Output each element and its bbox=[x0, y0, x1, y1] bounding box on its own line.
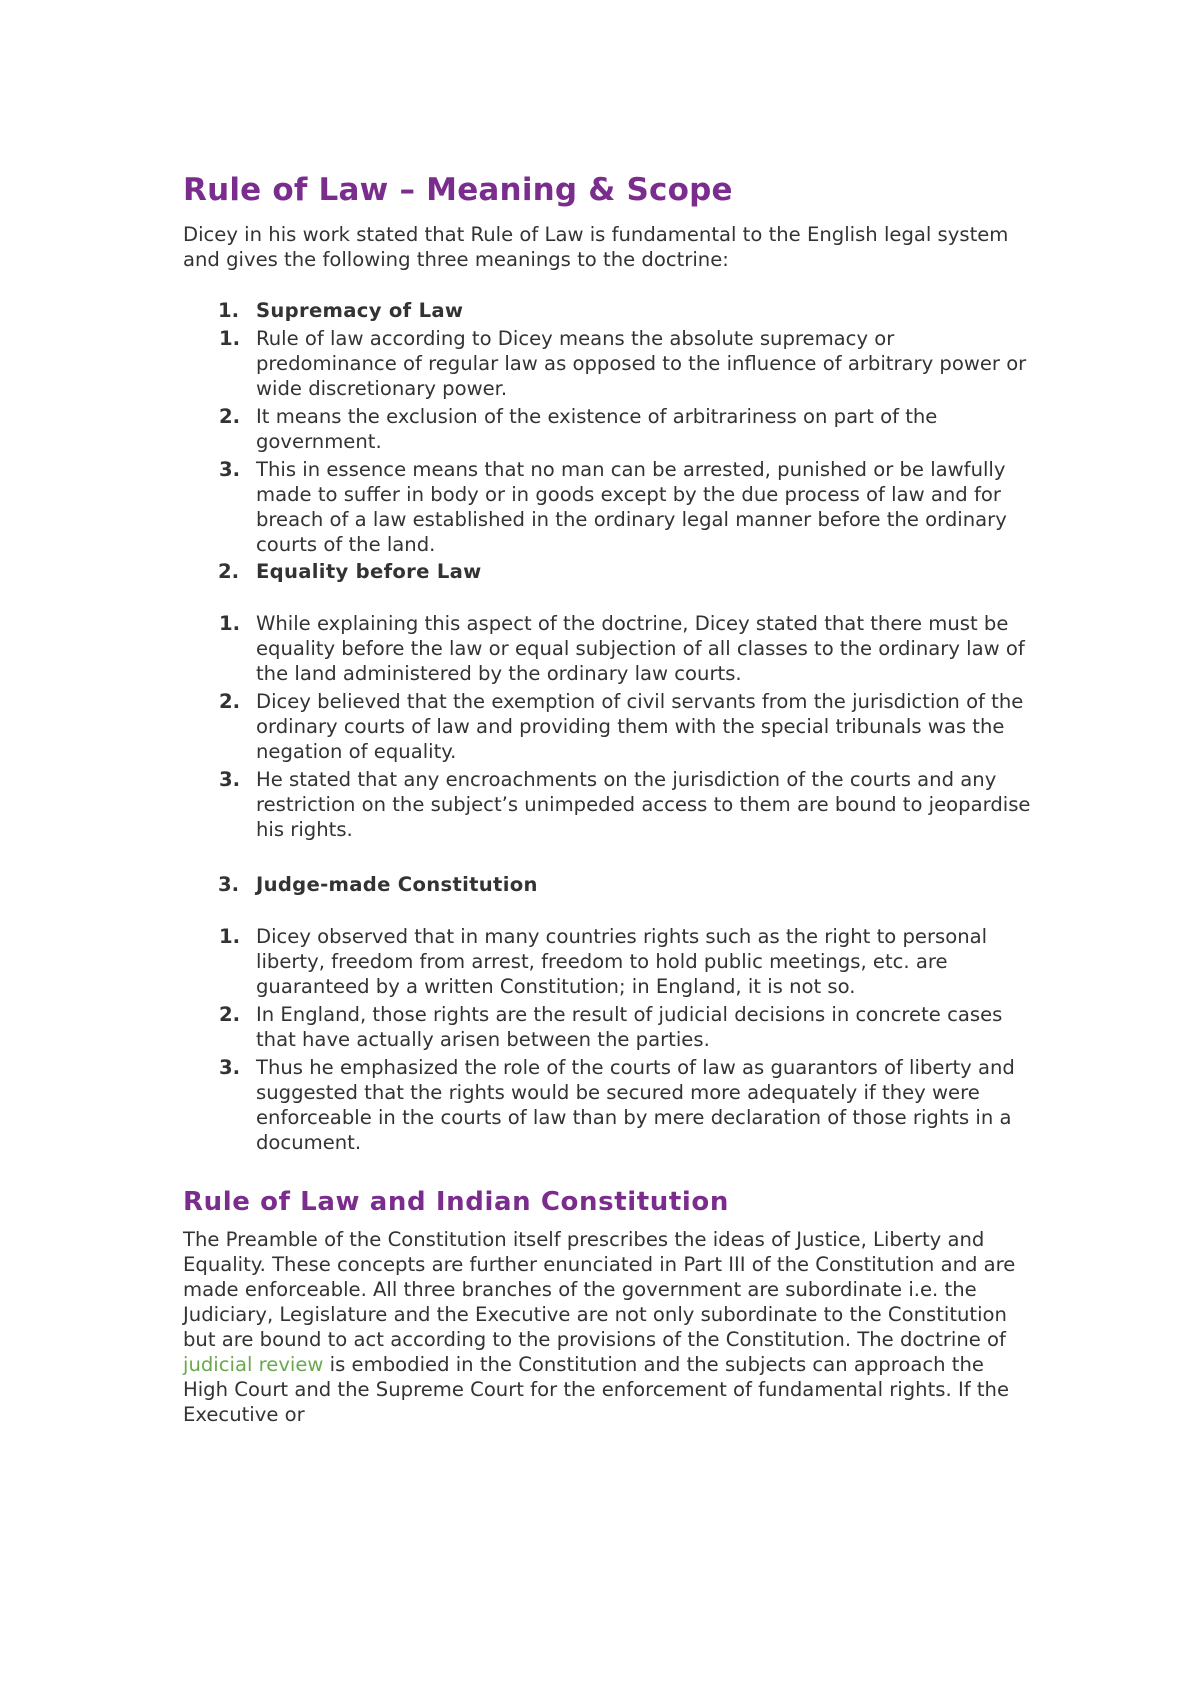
list-number: 2. bbox=[219, 1003, 241, 1026]
document-page bbox=[183, 170, 1033, 1427]
meaning-item-equality bbox=[183, 559, 1033, 842]
list-item bbox=[219, 326, 1033, 401]
list-item bbox=[219, 611, 1033, 686]
page-title: Rule of Law – Meaning & Scope bbox=[183, 172, 733, 208]
intro-paragraph: Dicey in his work stated that Rule of Law is fundamental to the English legal system and gives the following three meanings to the doctrine: bbox=[183, 223, 1009, 271]
point-text: Thus he emphasized the role of the courts of law as guarantors of liberty and suggested that the rights would be secured more adequately if they were enforceable in the courts of law than by mere declaration of those rights in a document. bbox=[256, 1056, 1015, 1154]
list-item bbox=[219, 767, 1033, 842]
list-item bbox=[219, 404, 1033, 454]
meaning-item-supremacy bbox=[183, 298, 1033, 557]
list-item bbox=[219, 689, 1033, 764]
section-heading-indian-constitution: Rule of Law and Indian Constitution bbox=[183, 1187, 729, 1217]
point-text: He stated that any encroachments on the jurisdiction of the courts and any restriction on the subject’s unimpeded access to them are bound to jeopardise his rights. bbox=[256, 768, 1031, 841]
list-item bbox=[219, 457, 1033, 557]
list-number: 1. bbox=[218, 299, 240, 322]
point-text: This in essence means that no man can be arrested, punished or be lawfully made to suffer in body or in goods except by the due process of law and for breach of a law established in the ordinary legal manner before the ordinary courts of the land. bbox=[256, 458, 1007, 556]
list-number: 1. bbox=[219, 925, 241, 948]
section-paragraph bbox=[183, 1227, 1033, 1427]
point-text: Dicey believed that the exemption of civil servants from the jurisdiction of the ordinary courts of law and providing them with the special tribunals was the negation of equality. bbox=[256, 690, 1024, 763]
point-text: It means the exclusion of the existence of arbitrariness on part of the government. bbox=[256, 405, 938, 453]
point-text: Rule of law according to Dicey means the absolute supremacy or predominance of regular law as opposed to the influence of arbitrary power or wide discretionary power. bbox=[256, 327, 1027, 400]
paragraph-text: is embodied in the Constitution and the subjects can approach the High Court and the Supreme Court for the enforcement of fundamental rights. If the Executive or bbox=[183, 1353, 1009, 1426]
meaning-points bbox=[219, 611, 1033, 842]
meaning-points bbox=[219, 924, 1033, 1155]
list-number: 3. bbox=[218, 873, 240, 896]
list-item bbox=[219, 1055, 1033, 1155]
judicial-review-link[interactable]: judicial review bbox=[183, 1353, 324, 1376]
list-item bbox=[219, 1002, 1033, 1052]
list-item bbox=[219, 924, 1033, 999]
meaning-heading: Equality before Law bbox=[256, 560, 482, 583]
point-text: Dicey observed that in many countries rights such as the right to personal liberty, freedom from arrest, freedom to hold public meetings, etc. are guaranteed by a written Constitution; in England, it is not so. bbox=[256, 925, 988, 998]
list-number: 3. bbox=[219, 1056, 241, 1079]
list-number: 3. bbox=[219, 768, 241, 791]
list-number: 2. bbox=[219, 690, 241, 713]
meanings-list bbox=[183, 298, 1033, 1155]
list-number: 2. bbox=[218, 560, 240, 583]
list-number: 2. bbox=[219, 405, 241, 428]
meaning-heading: Supremacy of Law bbox=[256, 299, 464, 322]
meaning-heading: Judge-made Constitution bbox=[256, 873, 538, 896]
meaning-points bbox=[219, 326, 1033, 557]
list-number: 1. bbox=[219, 327, 241, 350]
list-number: 3. bbox=[219, 458, 241, 481]
meaning-item-judge-made bbox=[183, 872, 1033, 1155]
paragraph-text: The Preamble of the Constitution itself prescribes the ideas of Justice, Liberty and Equality. These concepts are further enunciated in Part III of the Constitution and are made enforceable. All three branches of the government are subordinate i.e. the Judiciary, Legislature and the Executive are not only subordinate to the Constitution but are bound to act according to the provisions of the Constitution. The doctrine of bbox=[183, 1228, 1016, 1351]
point-text: While explaining this aspect of the doctrine, Dicey stated that there must be equality before the law or equal subjection of all classes to the ordinary law of the land administered by the ordinary law courts. bbox=[256, 612, 1025, 685]
point-text: In England, those rights are the result of judicial decisions in concrete cases that have actually arisen between the parties. bbox=[256, 1003, 1003, 1051]
list-number: 1. bbox=[219, 612, 241, 635]
